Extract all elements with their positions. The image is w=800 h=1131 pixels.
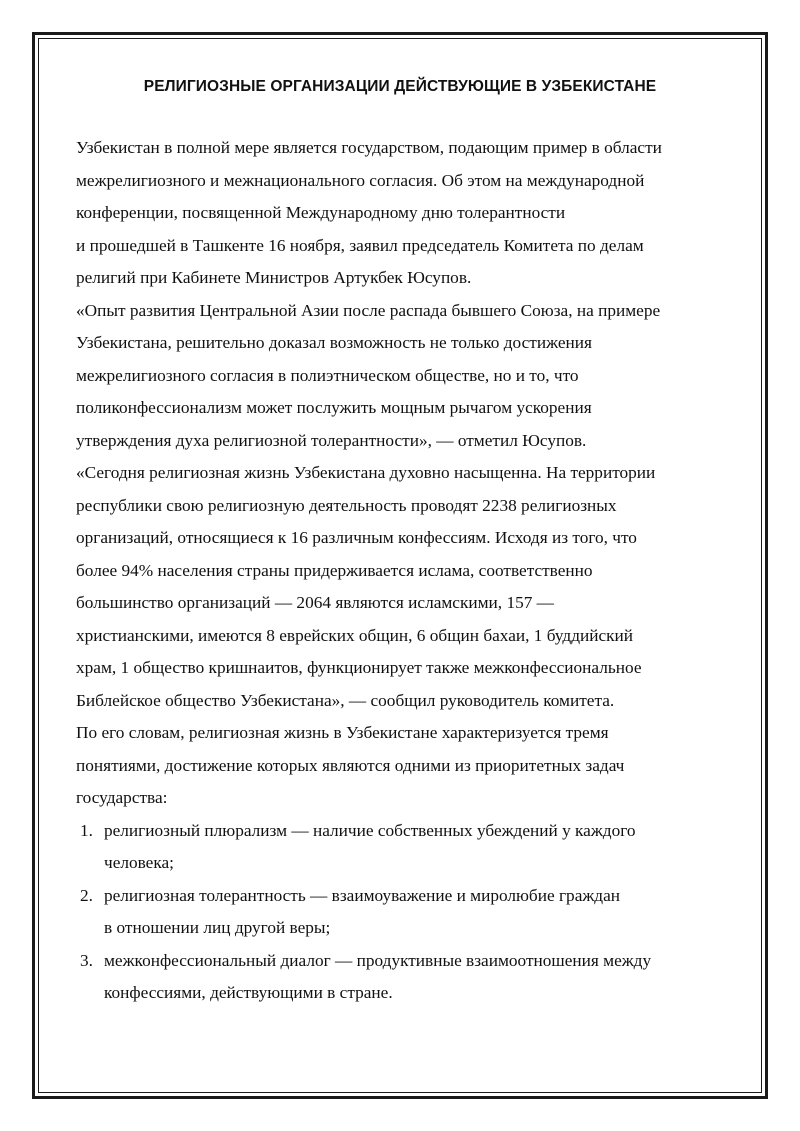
text-line: большинство организаций — 2064 являются исламскими, 157 — [76,593,554,612]
list-number: 2. [80,885,93,905]
text-line: Узбекистан в полной мере является государством, подающим пример в области [76,138,662,157]
text-line: христианскими, имеются 8 еврейских общин, 6 общин бахаи, 1 буддийский [76,625,634,645]
body-text [76,132,724,815]
document-body [76,74,724,1010]
numbered-list [76,815,724,1010]
list-number: 1. [80,820,93,840]
text-line: государства: [76,788,168,807]
text-line: межрелигиозного и межнационального согласия. Об этом на международной [76,170,645,190]
list-item [76,880,724,945]
text-line: понятиями, достижение которых являются одними из приоритетных задач [76,755,625,775]
list-item-line: религиозная толерантность — взаимоуважение и миролюбие граждан [104,885,621,905]
text-line: более 94% населения страны придерживается ислама, соответственно [76,560,593,580]
text-line: организаций, относящиеся к 16 различным конфессиям. Исходя из того, что [76,528,637,547]
list-item-line: человека; [104,853,174,872]
text-line: и прошедшей в Ташкенте 16 ноября, заявил председатель Комитета по делам [76,235,644,255]
list-item-line: религиозный плюрализм — наличие собственных убеждений у каждого [104,820,636,840]
text-line: «Сегодня религиозная жизнь Узбекистана духовно насыщенна. На территории [76,463,656,482]
text-line: По его словам, религиозная жизнь в Узбекистане характеризуется тремя [76,723,609,742]
list-item-line: межконфессиональный диалог — продуктивные взаимоотношения между [104,950,652,970]
text-line: Узбекистана, решительно доказал возможность не только достижения [76,333,592,352]
text-line: Библейское общество Узбекистана», — сообщил руководитель комитета. [76,690,615,710]
text-line: межрелигиозного согласия в полиэтническом обществе, но и то, что [76,365,579,385]
text-line: религий при Кабинете Министров Артукбек Юсупов. [76,268,472,287]
document-title: РЕЛИГИОЗНЫЕ ОРГАНИЗАЦИИ ДЕЙСТВУЮЩИЕ В УЗБЕКИСТАНЕ [143,78,657,95]
list-item [76,945,724,1010]
list-item-line: конфессиями, действующими в стране. [104,983,393,1002]
text-line: республики свою религиозную деятельность проводят 2238 религиозных [76,495,617,515]
list-item-line: в отношении лиц другой веры; [104,918,331,937]
text-line: храм, 1 общество кришнаитов, функционирует также межконфессиональное [76,658,642,677]
list-item [76,815,724,880]
text-line: «Опыт развития Центральной Азии после распада бывшего Союза, на примере [76,300,661,320]
list-number: 3. [80,950,93,970]
text-line: поликонфессионализм может послужить мощным рычагом ускорения [76,398,592,417]
text-line: утверждения духа религиозной толерантности», — отметил Юсупов. [76,430,587,450]
text-line: конференции, посвященной Международному дню толерантности [76,203,566,222]
